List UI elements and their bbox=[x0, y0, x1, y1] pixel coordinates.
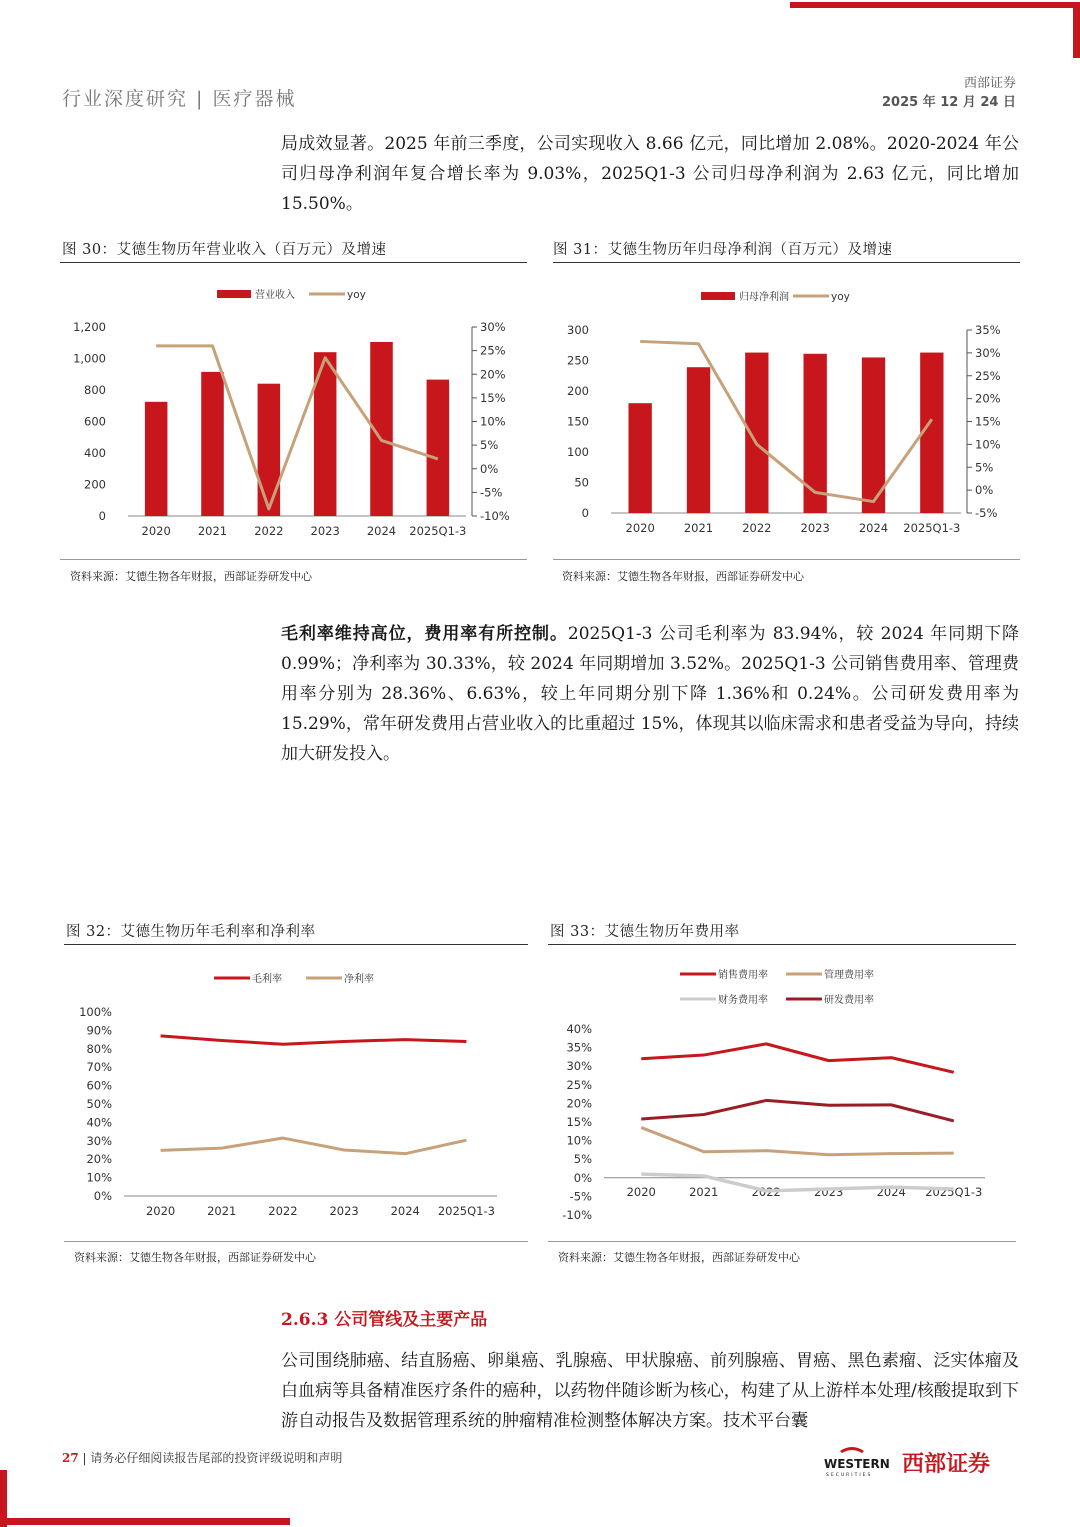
y-tick-right: 5% bbox=[975, 460, 994, 475]
fig30-top-rule bbox=[60, 262, 527, 263]
y-tick-right: 25% bbox=[975, 368, 1001, 383]
y-tick: 15% bbox=[566, 1115, 592, 1129]
bar bbox=[258, 384, 281, 516]
header-right bbox=[882, 74, 1016, 112]
header-category: 行业深度研究 | 医疗器械 bbox=[62, 88, 297, 110]
y-tick-right: 5% bbox=[480, 438, 499, 453]
paragraph-pipeline: 公司围绕肺癌、结直肠癌、卵巢癌、乳腺癌、甲状腺癌、前列腺癌、胃癌、黑色素瘤、泛实体瘤及白血病等具备精准医疗条件的癌种，以药物伴随诊断为核心，构建了从上游样本处理/核酸提取到下游自动报告及数据管理系统的肿瘤精准检测整体解决方案。技术平台囊 bbox=[281, 1351, 1019, 1431]
y-tick-right: 25% bbox=[480, 343, 506, 358]
x-tick: 2020 bbox=[625, 521, 655, 535]
legend-label-revenue: 营业收入 bbox=[255, 290, 295, 301]
y-tick-left: 150 bbox=[567, 414, 589, 429]
legend-label-2: 财务费用率 bbox=[718, 995, 768, 1006]
y-tick-left: 200 bbox=[567, 384, 589, 398]
y-tick-left: 400 bbox=[84, 446, 106, 460]
legend-label-1: 管理费用率 bbox=[824, 970, 874, 981]
fig32-title: 图 32：艾德生物历年毛利率和净利率 bbox=[66, 924, 316, 940]
y-tick-right: 15% bbox=[480, 390, 506, 405]
y-tick-right: 30% bbox=[975, 345, 1001, 360]
legend-label-0: 毛利率 bbox=[252, 974, 282, 985]
y-tick-right: 30% bbox=[480, 320, 506, 334]
x-tick: 2020 bbox=[626, 1185, 656, 1199]
y-tick-left: 300 bbox=[567, 323, 589, 337]
y-tick: 25% bbox=[566, 1077, 592, 1092]
x-tick: 2021 bbox=[683, 521, 714, 535]
y-tick-right: 20% bbox=[975, 391, 1001, 406]
y-tick-right: 35% bbox=[975, 323, 1001, 337]
x-tick: 2022 bbox=[751, 1185, 781, 1199]
y-tick-right: -5% bbox=[975, 506, 998, 520]
fig30-source: 资料来源：艾德生物各年财报，西部证券研发中心 bbox=[70, 570, 312, 583]
line-毛利率 bbox=[161, 1036, 467, 1044]
x-tick: 2025Q1-3 bbox=[903, 521, 961, 535]
y-tick: 20% bbox=[566, 1096, 592, 1111]
corner-decoration-top-h bbox=[790, 2, 1080, 8]
y-tick: 5% bbox=[573, 1152, 592, 1167]
legend-label-0: 销售费用率 bbox=[718, 970, 768, 981]
y-tick: 50% bbox=[86, 1097, 112, 1111]
y-tick-left: 0 bbox=[581, 506, 589, 520]
y-tick: 0% bbox=[573, 1170, 592, 1185]
logo-graphic bbox=[822, 1441, 1022, 1481]
y-tick-left: 200 bbox=[84, 477, 106, 492]
y-tick: 30% bbox=[86, 1133, 112, 1148]
y-tick: 30% bbox=[566, 1059, 592, 1074]
y-tick-left: 1,000 bbox=[73, 351, 106, 366]
y-tick-left: 0 bbox=[98, 509, 106, 523]
bar bbox=[145, 402, 168, 516]
legend-swatch-netprofit bbox=[701, 292, 735, 300]
y-tick: 0% bbox=[93, 1189, 112, 1203]
logo-horns-icon bbox=[840, 1447, 864, 1453]
x-tick: 2021 bbox=[197, 524, 228, 538]
fig31-source: 资料来源：艾德生物各年财报，西部证券研发中心 bbox=[562, 570, 804, 583]
legend-label-netprofit: 归母净利润 bbox=[739, 292, 789, 303]
bar bbox=[201, 372, 224, 516]
y-tick-right: 0% bbox=[975, 483, 994, 498]
bar bbox=[629, 403, 652, 513]
x-tick: 2025Q1-3 bbox=[409, 524, 467, 538]
line-yoy bbox=[156, 346, 438, 509]
x-tick: 2020 bbox=[141, 524, 171, 538]
x-tick: 2025Q1-3 bbox=[437, 1204, 495, 1218]
legend-label-yoy: yoy bbox=[347, 289, 366, 301]
y-tick: -5% bbox=[569, 1189, 592, 1204]
y-tick-left: 800 bbox=[84, 383, 106, 397]
x-tick: 2023 bbox=[800, 521, 830, 535]
y-tick-right: 10% bbox=[480, 414, 506, 429]
fig30-bottom-rule bbox=[60, 559, 527, 560]
x-tick: 2025Q1-3 bbox=[925, 1185, 983, 1199]
x-tick: 2022 bbox=[742, 521, 772, 535]
fig31-chart bbox=[553, 280, 1023, 560]
x-tick: 2022 bbox=[268, 1204, 298, 1218]
y-tick: 10% bbox=[566, 1133, 592, 1148]
fig32-source: 资料来源：艾德生物各年财报，西部证券研发中心 bbox=[74, 1251, 316, 1264]
fig33-chart bbox=[548, 958, 1018, 1248]
y-tick: 10% bbox=[86, 1170, 112, 1185]
logo-en: WESTERN bbox=[824, 1457, 890, 1471]
x-tick: 2023 bbox=[329, 1204, 359, 1218]
paragraph-revenue: 局成效显著。2025 年前三季度，公司实现收入 8.66 亿元，同比增加 2.08%。2020-2024 年公司归母净利润年复合增长率为 9.03%，2025Q1-3 公司归母净利润为 2.63 亿元，同比增加 15.50%。 bbox=[281, 134, 1019, 214]
y-tick: 40% bbox=[566, 1022, 592, 1036]
x-tick: 2021 bbox=[689, 1185, 719, 1199]
header-brand: 西部证券 bbox=[963, 76, 1016, 91]
fig30-title: 图 30：艾德生物历年营业收入（百万元）及增速 bbox=[62, 242, 387, 258]
fig33-top-rule bbox=[548, 944, 1016, 945]
fig32-top-rule bbox=[64, 944, 528, 945]
y-tick-right: -5% bbox=[480, 485, 503, 500]
fig30-chart bbox=[60, 280, 530, 560]
legend-swatch-revenue bbox=[217, 290, 251, 298]
x-tick: 2023 bbox=[310, 524, 340, 538]
corner-decoration-bottom-h bbox=[0, 1518, 290, 1525]
line-yoy bbox=[640, 341, 932, 501]
company-logo bbox=[822, 1441, 1022, 1481]
line-销售费用率 bbox=[641, 1044, 954, 1072]
logo-cn: 西部证券 bbox=[902, 1452, 991, 1477]
y-tick: -10% bbox=[562, 1208, 592, 1222]
logo-en-sub: SECURITIES bbox=[826, 1473, 873, 1478]
x-tick: 2024 bbox=[858, 521, 889, 535]
x-tick: 2023 bbox=[814, 1185, 844, 1199]
x-tick: 2022 bbox=[254, 524, 284, 538]
y-tick-left: 250 bbox=[567, 353, 589, 368]
bar bbox=[804, 354, 827, 513]
header-date: 2025 年 12 月 24 日 bbox=[882, 95, 1016, 110]
y-tick-left: 50 bbox=[574, 475, 589, 490]
corner-decoration-top-v bbox=[1073, 2, 1080, 58]
y-tick-right: -10% bbox=[480, 509, 510, 523]
y-tick: 35% bbox=[566, 1040, 592, 1055]
fig33-source: 资料来源：艾德生物各年财报，西部证券研发中心 bbox=[558, 1251, 800, 1264]
page-number: 27 bbox=[62, 1451, 79, 1465]
section-title: 2.6.3 公司管线及主要产品 bbox=[281, 1310, 488, 1330]
paragraph-margins bbox=[281, 619, 1019, 769]
y-tick-right: 10% bbox=[975, 437, 1001, 452]
bar bbox=[427, 380, 450, 516]
fig33-bottom-rule bbox=[548, 1241, 1016, 1242]
fig32-chart bbox=[64, 958, 534, 1248]
fig31-top-rule bbox=[553, 262, 1020, 263]
corner-decoration-bottom-v bbox=[0, 1470, 7, 1527]
legend-label-1: 净利率 bbox=[344, 974, 374, 985]
x-tick: 2021 bbox=[207, 1204, 237, 1218]
y-tick: 100% bbox=[79, 1005, 112, 1019]
y-tick-left: 600 bbox=[84, 414, 106, 429]
line-管理费用率 bbox=[641, 1128, 954, 1155]
x-tick: 2024 bbox=[390, 1204, 420, 1218]
y-tick-right: 20% bbox=[480, 367, 506, 382]
y-tick: 40% bbox=[86, 1115, 112, 1130]
y-tick-right: 15% bbox=[975, 414, 1001, 429]
legend-label-3: 研发费用率 bbox=[824, 995, 874, 1006]
y-tick: 70% bbox=[86, 1060, 112, 1075]
paragraph-margins-rest: 2025Q1-3 公司毛利率为 83.94%，较 2024 年同期下降 0.99%；净利率为 30.33%，较 2024 年同期增加 3.52%。2025Q1-3 公司销售费用率、管理费用率分别为 28.36%、6.63%，较上年同期分别下降 1.36%和 0.24%。公司研发费用率为 15.29%，常年研发费用占营业收入的比重超过 15%，体现其以临床需求和患者受益为导向，持续加大研发投入。 bbox=[281, 624, 1020, 764]
x-tick: 2024 bbox=[366, 524, 397, 538]
y-tick-left: 100 bbox=[567, 445, 589, 459]
fig33-title: 图 33：艾德生物历年费用率 bbox=[550, 924, 740, 940]
line-研发费用率 bbox=[641, 1100, 954, 1120]
x-tick: 2020 bbox=[145, 1204, 176, 1218]
line-净利率 bbox=[161, 1138, 467, 1154]
y-tick: 20% bbox=[86, 1152, 112, 1167]
bar bbox=[687, 367, 710, 513]
fig32-bottom-rule bbox=[64, 1241, 528, 1242]
y-tick: 90% bbox=[86, 1023, 112, 1038]
x-tick: 2024 bbox=[876, 1185, 906, 1199]
footer: 27 | 请务必仔细阅读报告尾部的投资评级说明和声明 bbox=[62, 1451, 343, 1465]
y-tick-right: 0% bbox=[480, 461, 499, 476]
footer-disclaimer: 请务必仔细阅读报告尾部的投资评级说明和声明 bbox=[90, 1451, 343, 1465]
fig31-title: 图 31：艾德生物历年归母净利润（百万元）及增速 bbox=[553, 242, 893, 258]
legend-label-yoy: yoy bbox=[831, 291, 850, 303]
y-tick: 60% bbox=[86, 1078, 112, 1093]
y-tick-left: 1,200 bbox=[73, 320, 106, 334]
y-tick: 80% bbox=[86, 1041, 112, 1056]
paragraph-margins-bold: 毛利率维持高位，费用率有所控制。 bbox=[281, 624, 568, 644]
fig31-bottom-rule bbox=[553, 559, 1020, 560]
